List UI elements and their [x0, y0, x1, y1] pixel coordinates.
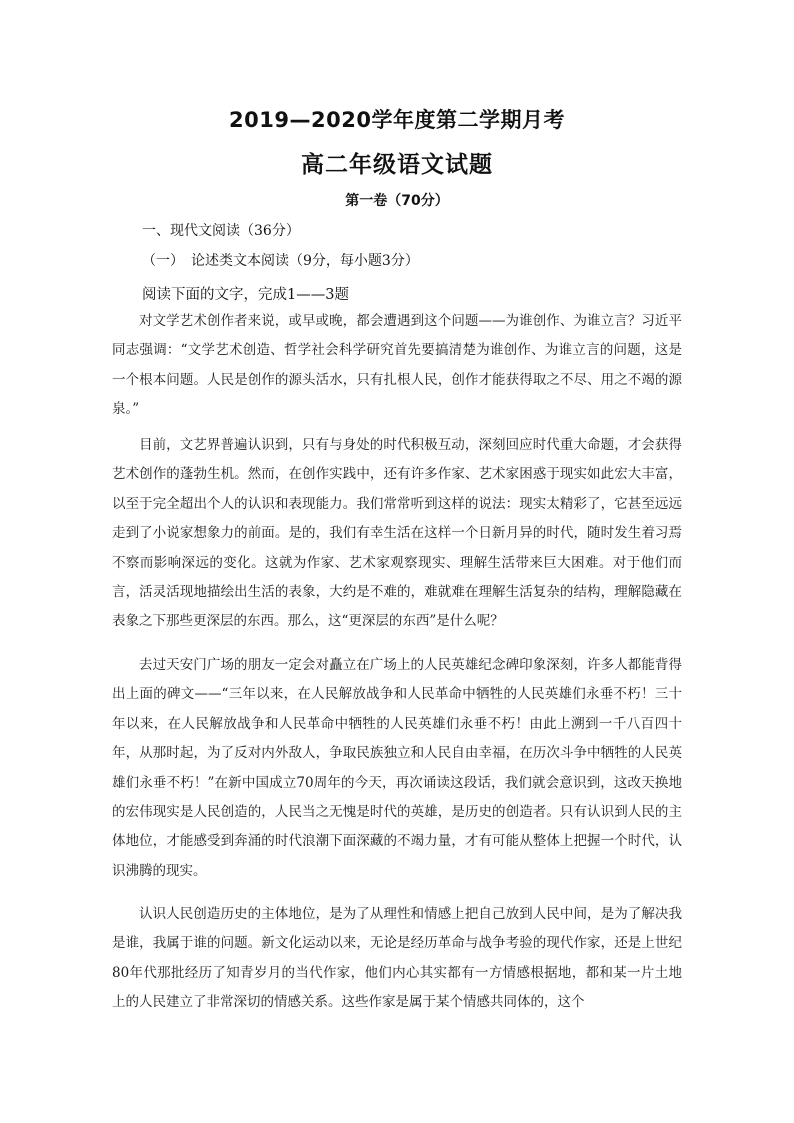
section-heading-modern-reading: 一、现代文阅读（36分） [142, 223, 300, 239]
reading-instruction: 阅读下面的文字，完成1——3题 [142, 287, 349, 303]
exam-subtitle: 高二年级语文试题 [301, 152, 493, 178]
subsection-heading-argumentative: （一） 论述类文本阅读（9分，每小题3分） [142, 253, 419, 269]
volume-heading: 第一卷（70分） [345, 193, 449, 209]
exam-title: 2019—2020学年度第二学期月考 [229, 108, 565, 132]
passage-paragraph-4: 认识人民创造历史的主体地位，是为了从理性和情感上把自己放到人民中间，是为了解决我是谁，我属于谁的问题。新文化运动以来，无论是经历革命与战争考验的现代作家，还是上世纪80年代那批经历了知青岁月的当代作家，他们内心其实都有一方情感根据地，都和某一片土地上的人民建立了非常深切的情感关系。这些作家是属于某个情感共同体的，这个 [112, 906, 682, 1011]
passage-paragraph-2: 目前，文艺界普遍认识到，只有与身处的时代积极互动，深刻回应时代重大命题，才会获得艺术创作的蓬勃生机。然而，在创作实践中，还有许多作家、艺术家困惑于现实如此宏大丰富，以至于完全超出个人的认识和表现能力。我们常常听到这样的说法：现实太精彩了，它甚至远远走到了小说家想象力的前面。是的，我们有幸生活在这样一个日新月异的时代，随时发生着习焉不察而影响深远的变化。这就为作家、艺术家观察现实、理解生活带来巨大困难。对于他们而言，活灵活现地描绘出生活的表象，大约是不难的，难就难在理解生活复杂的结构，理解隐藏在表象之下那些更深层的东西。那么，这“更深层的东西”是什么呢？ [112, 437, 682, 630]
passage-paragraph-3: 去过天安门广场的朋友一定会对矗立在广场上的人民英雄纪念碑印象深刻，许多人都能背得出上面的碑文——“三年以来，在人民解放战争和人民革命中牺牲的人民英雄们永垂不朽！三十年以来，在人民解放战争和人民革命中牺牲的人民英雄们永垂不朽！由此上溯到一千八百四十年，从那时起，为了反对内外敌人，争取民族独立和人民自由幸福，在历次斗争中牺牲的人民英雄们永垂不朽！”在新中国成立70周年的今天，再次诵读这段话，我们就会意识到，这改天换地的宏伟现实是人民创造的，人民当之无愧是时代的英雄，是历史的创造者。只有认识到人民的主体地位，才能感受到奔涌的时代浪潮下面深藏的不竭力量，才有可能从整体上把握一个时代，认识沸腾的现实。 [112, 657, 682, 879]
passage-paragraph-1: 对文学艺术创作者来说，或早或晚，都会遭遇到这个问题——为谁创作、为谁立言？习近平同志强调：“文学艺术创造、哲学社会科学研究首先要搞清楚为谁创作、为谁立言的问题，这是一个根本问题。人民是创作的源头活水，只有扎根人民，创作才能获得取之不尽、用之不竭的源泉。” [112, 313, 682, 418]
